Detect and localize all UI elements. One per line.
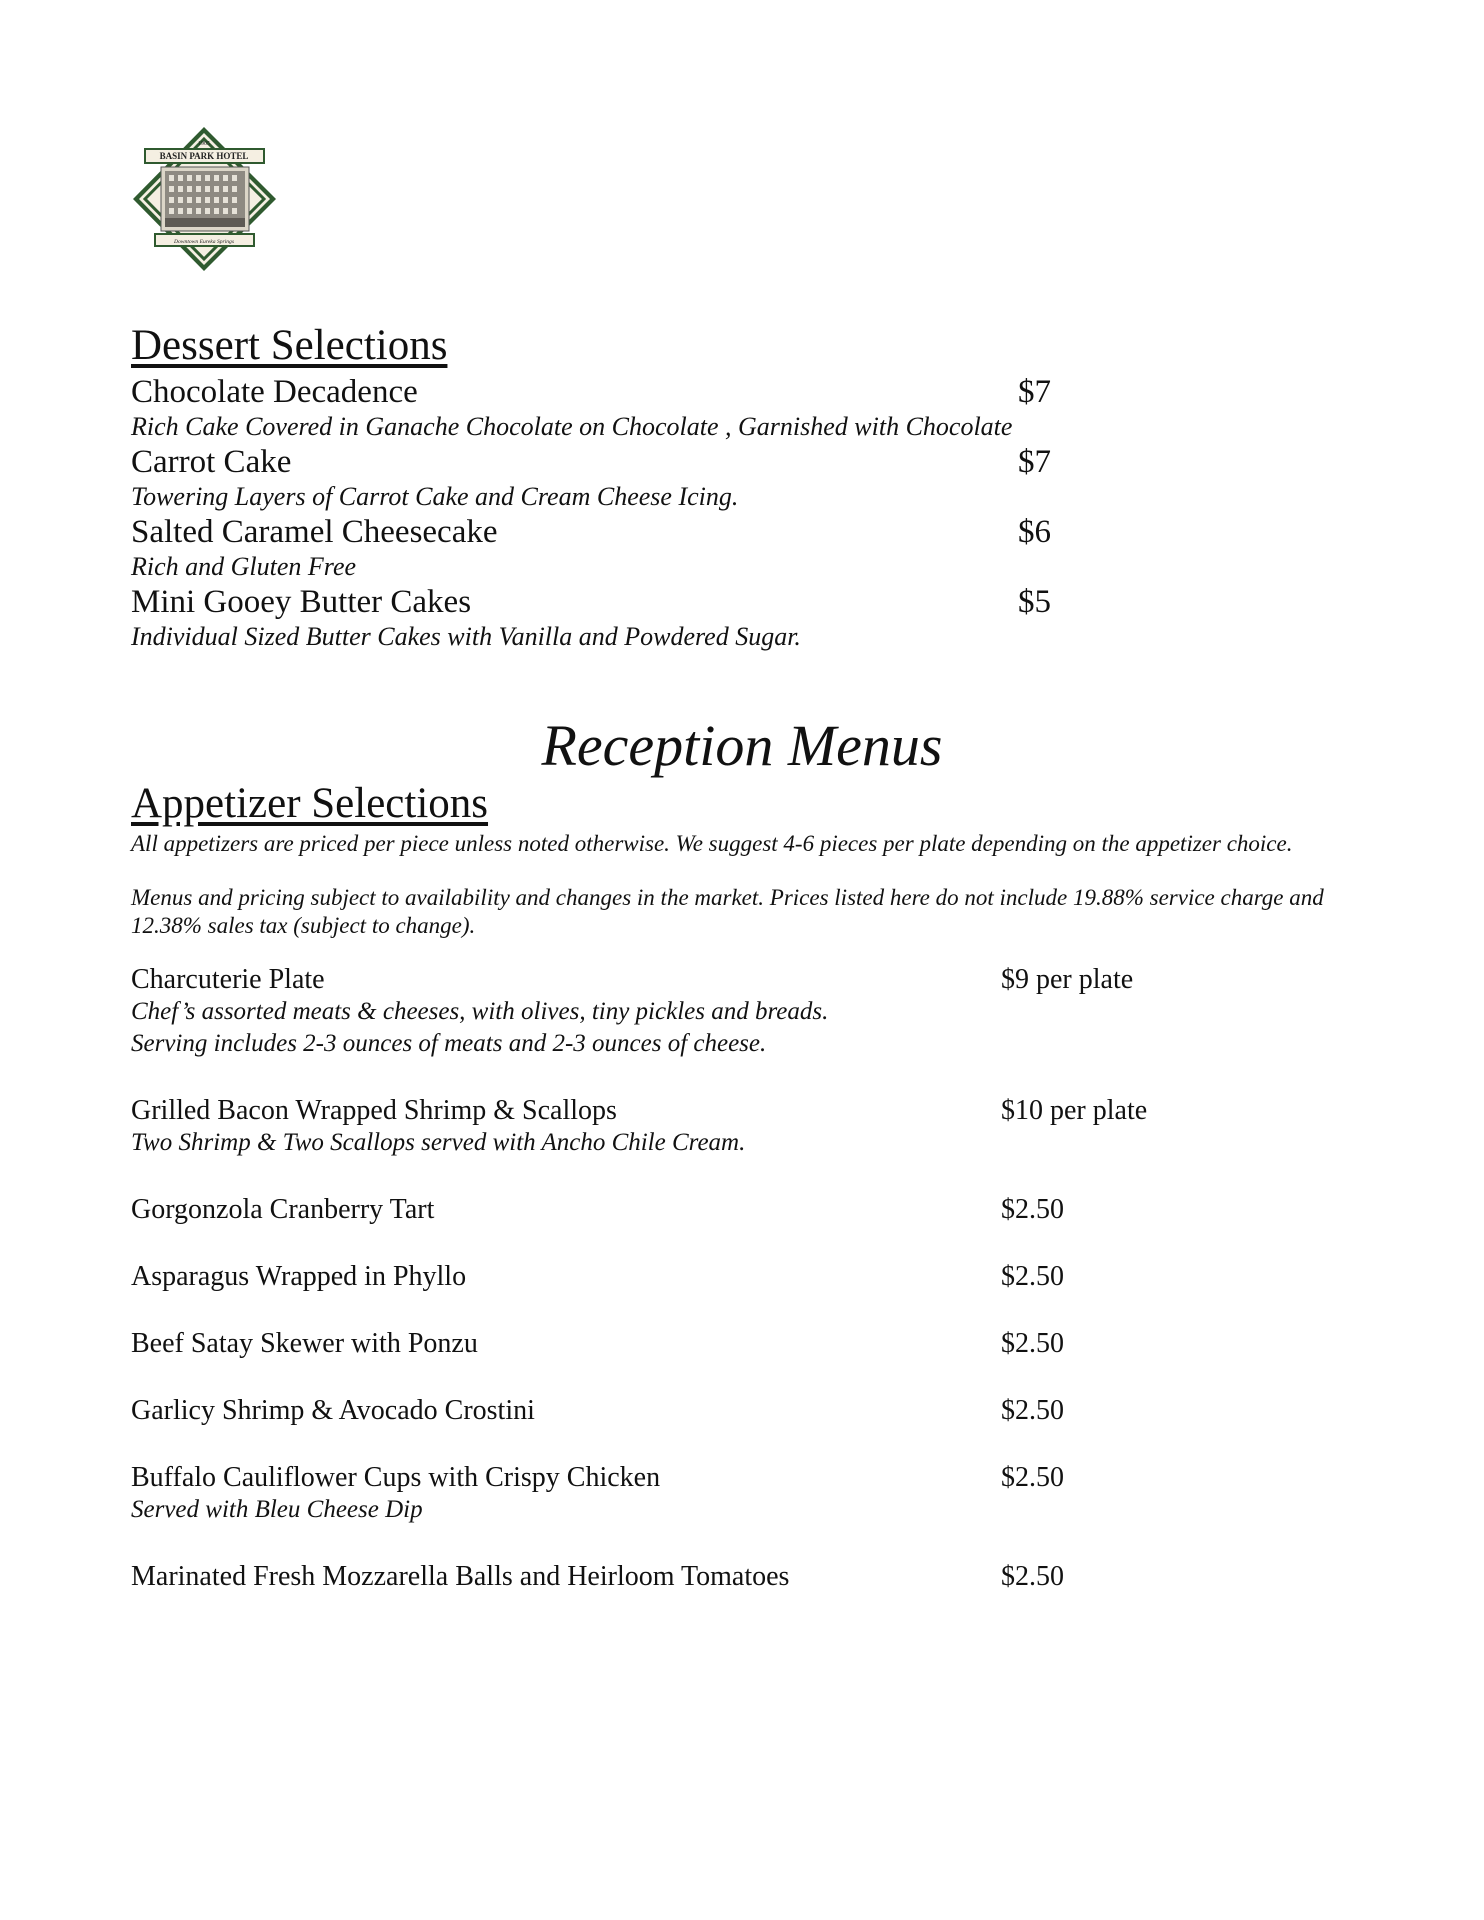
dessert-price: $6 bbox=[1018, 514, 1051, 550]
hotel-logo-graphic bbox=[131, 125, 278, 272]
dessert-name: Mini Gooey Butter Cakes bbox=[131, 584, 472, 620]
dessert-heading: Dessert Selections bbox=[131, 322, 448, 369]
appetizer-item bbox=[131, 964, 1361, 1060]
logo-year: 1905 bbox=[198, 141, 210, 147]
appetizer-price: $2.50 bbox=[1001, 1328, 1064, 1359]
appetizer-item bbox=[131, 1095, 1361, 1159]
appetizer-name: Charcuterie Plate bbox=[131, 964, 325, 995]
appetizer-item bbox=[131, 1462, 1361, 1526]
appetizer-price: $10 per plate bbox=[1001, 1095, 1148, 1126]
appetizer-name: Buffalo Cauliflower Cups with Crispy Chicken bbox=[131, 1462, 661, 1493]
appetizer-price: $2.50 bbox=[1001, 1561, 1064, 1592]
dessert-name: Carrot Cake bbox=[131, 444, 292, 480]
appetizer-item bbox=[131, 1328, 1361, 1360]
dessert-price: $5 bbox=[1018, 584, 1051, 620]
appetizer-name: Grilled Bacon Wrapped Shrimp & Scallops bbox=[131, 1095, 617, 1126]
appetizer-description: Serving includes 2-3 ounces of meats and 2-3 ounces of cheese. bbox=[131, 1030, 767, 1057]
dessert-description: Rich and Gluten Free bbox=[131, 552, 357, 581]
appetizer-name: Beef Satay Skewer with Ponzu bbox=[131, 1328, 478, 1359]
dessert-item bbox=[131, 442, 1051, 512]
dessert-description: Individual Sized Butter Cakes with Vanilla and Powdered Sugar. bbox=[131, 622, 801, 651]
appetizer-name: Garlicy Shrimp & Avocado Crostini bbox=[131, 1395, 535, 1426]
appetizer-item bbox=[131, 1561, 1361, 1593]
dessert-description: Towering Layers of Carrot Cake and Cream Cheese Icing. bbox=[131, 482, 739, 511]
appetizer-disclaimer-note: Menus and pricing subject to availability and changes in the market. Prices listed here do not include 19.88% service charge and 12.38% sales tax (subject to change). bbox=[131, 885, 1324, 938]
appetizer-price: $2.50 bbox=[1001, 1462, 1064, 1493]
dessert-item bbox=[131, 582, 1051, 652]
dessert-item bbox=[131, 372, 1051, 442]
appetizer-price: $2.50 bbox=[1001, 1194, 1064, 1225]
appetizer-price: $2.50 bbox=[1001, 1261, 1064, 1292]
dessert-name: Salted Caramel Cheesecake bbox=[131, 514, 498, 550]
hotel-logo bbox=[131, 125, 278, 272]
appetizer-description: Served with Bleu Cheese Dip bbox=[131, 1496, 423, 1523]
appetizer-price: $9 per plate bbox=[1001, 964, 1134, 995]
reception-title: Reception Menus bbox=[541, 713, 943, 778]
appetizer-name: Marinated Fresh Mozzarella Balls and Heirloom Tomatoes bbox=[131, 1561, 790, 1592]
dessert-name: Chocolate Decadence bbox=[131, 374, 418, 410]
appetizer-description: Chef’s assorted meats & cheeses, with olives, tiny pickles and breads. bbox=[131, 998, 829, 1025]
appetizer-item bbox=[131, 1261, 1361, 1293]
dessert-item bbox=[131, 512, 1051, 582]
appetizer-name: Gorgonzola Cranberry Tart bbox=[131, 1194, 435, 1225]
appetizer-name: Asparagus Wrapped in Phyllo bbox=[131, 1261, 467, 1292]
appetizer-pricing-note: All appetizers are priced per piece unless noted otherwise. We suggest 4-6 pieces per plate depending on the appetizer choice. bbox=[131, 831, 1293, 856]
hotel-building-icon bbox=[161, 167, 249, 231]
appetizer-heading: Appetizer Selections bbox=[131, 780, 489, 827]
logo-location-text: Downtown Eureka Springs bbox=[173, 239, 235, 245]
appetizer-price: $2.50 bbox=[1001, 1395, 1064, 1426]
logo-banner-text: BASIN PARK HOTEL bbox=[159, 151, 249, 161]
appetizer-item bbox=[131, 1395, 1361, 1427]
appetizer-section bbox=[131, 778, 1361, 1593]
dessert-price: $7 bbox=[1018, 374, 1051, 410]
appetizer-description: Two Shrimp & Two Scallops served with Ancho Chile Cream. bbox=[131, 1129, 746, 1156]
dessert-section bbox=[131, 320, 1051, 652]
appetizer-item bbox=[131, 1194, 1361, 1226]
dessert-description: Rich Cake Covered in Ganache Chocolate on Chocolate , Garnished with Chocolate bbox=[131, 412, 1013, 441]
dessert-price: $7 bbox=[1018, 444, 1051, 480]
appetizer-list bbox=[131, 964, 1361, 1593]
